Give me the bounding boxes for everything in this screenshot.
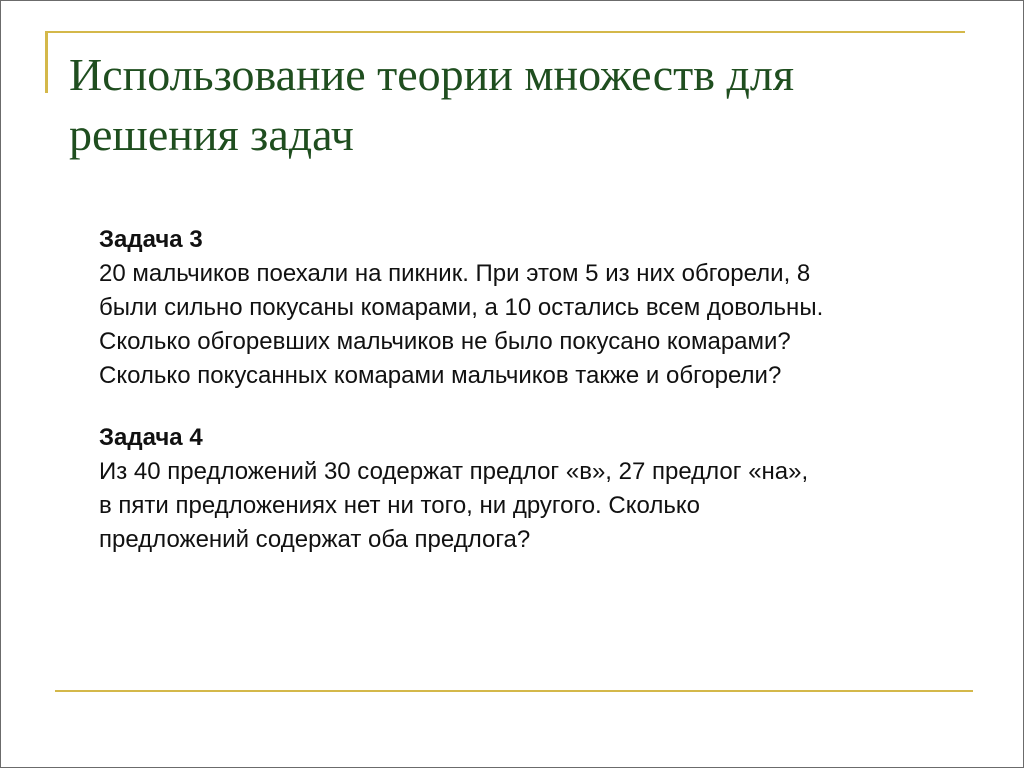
task-4-line-1: Из 40 предложений 30 содержат предлог «в», 27 предлог «на», [99,458,809,485]
slide-title [69,45,949,165]
task-4-line-2: в пяти предложениях нет ни того, ни другого. Сколько [99,492,700,519]
task-3-line-4: Сколько покусанных комарами мальчиков также и обгорели? [99,362,782,389]
title-accent-line-top [45,31,965,33]
task-3 [99,223,979,393]
task-3-line-1: 20 мальчиков поехали на пикник. При этом 5 из них обгорели, 8 [99,260,811,287]
slide-title-line-1: Использование теории множеств для [69,49,794,100]
task-4 [99,421,979,557]
slide-title-line-2: решения задач [69,109,354,160]
task-4-heading: Задача 4 [99,424,203,451]
footer-accent-line [55,690,973,692]
task-4-line-3: предложений содержат оба предлога? [99,526,531,553]
task-3-line-3: Сколько обгоревших мальчиков не было покусано комарами? [99,328,791,355]
slide-content [99,223,979,585]
title-accent-line-left [45,31,48,93]
task-3-heading: Задача 3 [99,226,203,253]
task-3-line-2: были сильно покусаны комарами, а 10 остались всем довольны. [99,294,824,321]
